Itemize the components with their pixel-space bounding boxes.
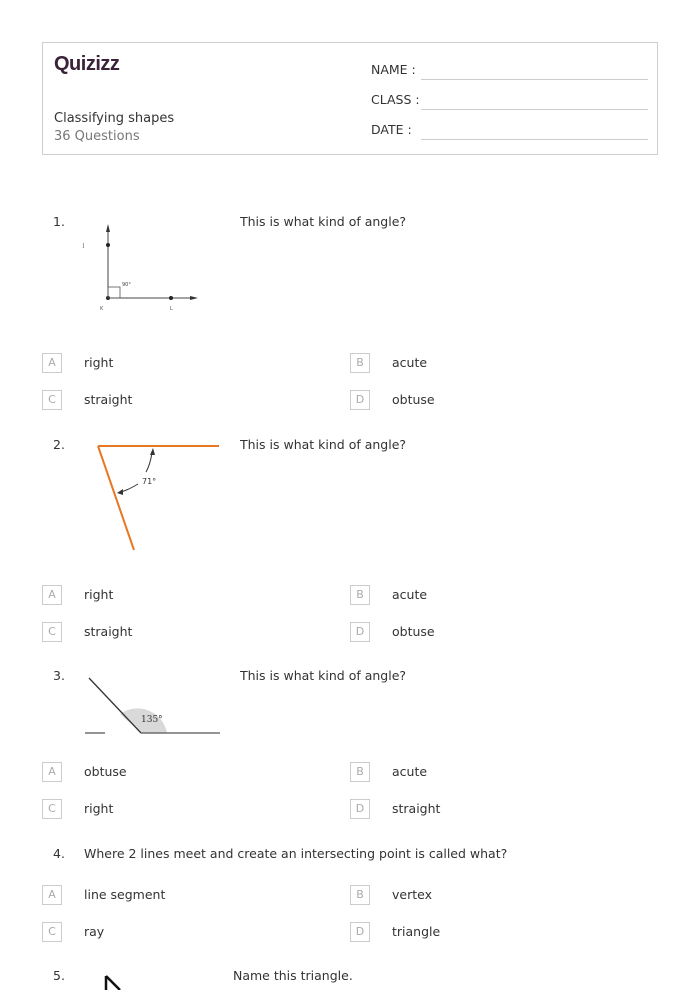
class-label: CLASS :	[371, 92, 420, 107]
option-letter: B	[350, 885, 370, 905]
triangle-figure	[100, 972, 140, 990]
option-letter: D	[350, 390, 370, 410]
question-3-number: 3.	[53, 668, 65, 683]
question-4-text: Where 2 lines meet and create an intersecting point is called what?	[84, 846, 508, 861]
quizizz-logo: Quizizz	[54, 53, 120, 75]
question-5-number: 5.	[53, 968, 65, 983]
worksheet-header	[42, 42, 658, 155]
option-letter: A	[42, 762, 62, 782]
question-1-text: This is what kind of angle?	[240, 214, 407, 229]
option-letter: C	[42, 622, 62, 642]
option-text: straight	[392, 801, 441, 816]
option-text: vertex	[392, 887, 432, 902]
date-line[interactable]	[421, 139, 648, 140]
option-letter: B	[350, 762, 370, 782]
acute-angle-figure	[90, 440, 230, 555]
option-letter: D	[350, 922, 370, 942]
svg-text:71°: 71°	[142, 477, 157, 486]
option-text: straight	[84, 624, 133, 639]
option-letter: C	[42, 922, 62, 942]
question-1-number: 1.	[53, 214, 65, 229]
question-3-text: This is what kind of angle?	[240, 668, 407, 683]
option-text: line segment	[84, 887, 166, 902]
option-letter: B	[350, 353, 370, 373]
option-text: ray	[84, 924, 105, 939]
option-text: obtuse	[84, 764, 127, 779]
option-letter: C	[42, 390, 62, 410]
option-text: obtuse	[392, 624, 435, 639]
date-field[interactable]	[371, 120, 648, 140]
question-count: 36 Questions	[54, 129, 140, 144]
date-label: DATE :	[371, 122, 412, 137]
right-angle-figure	[80, 220, 210, 320]
option-letter: C	[42, 799, 62, 819]
option-letter: A	[42, 353, 62, 373]
question-4-number: 4.	[53, 846, 65, 861]
obtuse-angle-figure	[80, 670, 230, 740]
svg-text:90°: 90°	[122, 282, 131, 288]
class-line[interactable]	[421, 109, 648, 110]
option-text: right	[84, 587, 114, 602]
option-text: acute	[392, 587, 428, 602]
option-text: right	[84, 801, 114, 816]
option-letter: A	[42, 885, 62, 905]
svg-text:K: K	[100, 306, 104, 312]
option-letter: D	[350, 799, 370, 819]
svg-text:L: L	[170, 306, 173, 312]
class-field[interactable]	[371, 90, 648, 110]
name-label: NAME :	[371, 62, 416, 77]
option-letter: D	[350, 622, 370, 642]
option-letter: B	[350, 585, 370, 605]
svg-text:J: J	[83, 243, 85, 249]
option-text: acute	[392, 355, 428, 370]
svg-text:135°: 135°	[141, 715, 163, 725]
name-line[interactable]	[421, 79, 648, 80]
option-text: obtuse	[392, 392, 435, 407]
question-5-text: Name this triangle.	[233, 968, 353, 983]
question-2-number: 2.	[53, 437, 65, 452]
option-text: straight	[84, 392, 133, 407]
option-letter: A	[42, 585, 62, 605]
option-text: acute	[392, 764, 428, 779]
option-text: right	[84, 355, 114, 370]
option-text: triangle	[392, 924, 441, 939]
question-2-text: This is what kind of angle?	[240, 437, 407, 452]
name-field[interactable]	[371, 60, 648, 80]
worksheet-title: Classifying shapes	[54, 111, 175, 126]
